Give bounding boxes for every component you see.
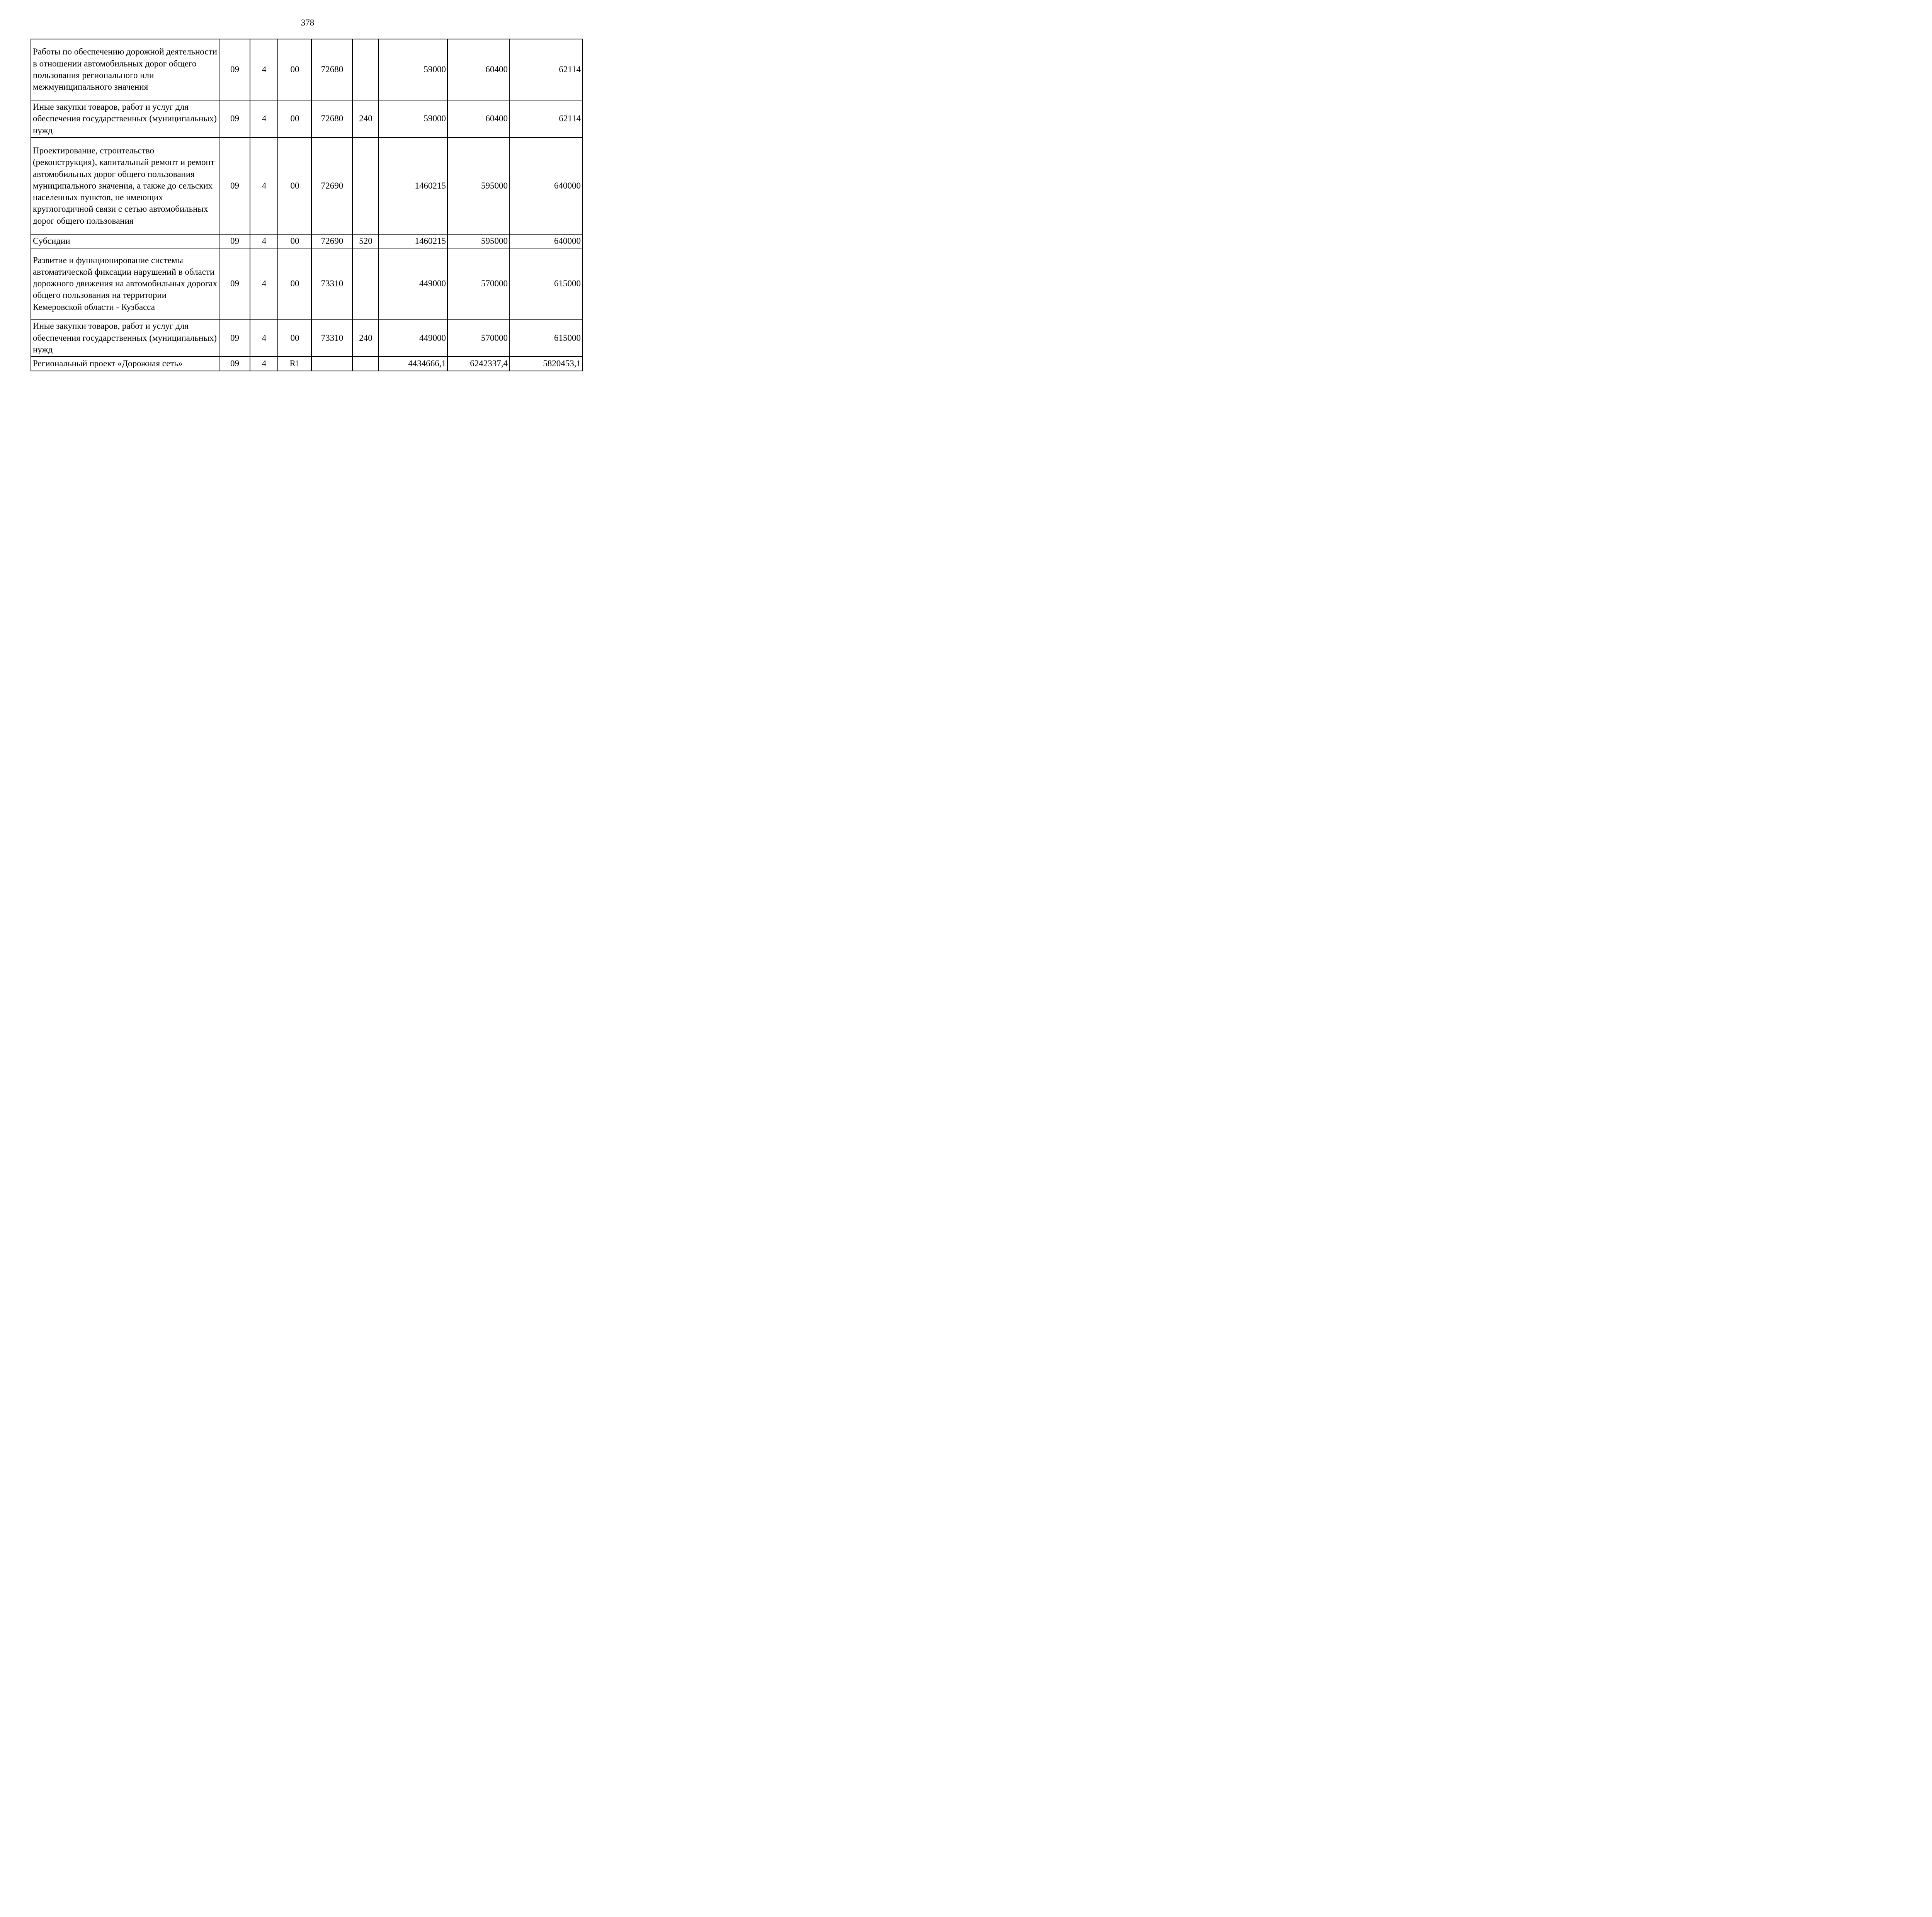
amount-year-2: 60400 bbox=[447, 100, 509, 138]
row-name: Иные закупки товаров, работ и услуг для обеспечения государственных (муниципальных) нужд bbox=[31, 100, 219, 138]
row-name: Развитие и функционирование системы автоматической фиксации нарушений в области дорожного движения на автомобильных дорогах общего пользования на территории Кемеровской области - Кузбасса bbox=[31, 248, 219, 319]
table-row bbox=[31, 138, 582, 234]
direction-code: 72680 bbox=[311, 39, 352, 100]
amount-year-3: 5820453,1 bbox=[509, 357, 582, 371]
table-row bbox=[31, 39, 582, 100]
amount-year-2: 595000 bbox=[447, 234, 509, 248]
amount-year-2: 570000 bbox=[447, 248, 509, 319]
expense-type-code: 240 bbox=[352, 319, 379, 357]
expense-type-code: 520 bbox=[352, 234, 379, 248]
section-code: 09 bbox=[219, 234, 250, 248]
row-name: Проектирование, строительство (реконструкция), капитальный ремонт и ремонт автомобильных дорог общего пользования муниципального значения, а также до сельских населенных пунктов, не имеющих круглогодичной связи с сетью автомобильных дорог общего пользования bbox=[31, 138, 219, 234]
amount-year-2: 6242337,4 bbox=[447, 357, 509, 371]
program-code: 4 bbox=[250, 100, 278, 138]
amount-year-1: 1460215 bbox=[379, 234, 447, 248]
subprogram-code: 00 bbox=[278, 319, 311, 357]
expense-type-code: 240 bbox=[352, 100, 379, 138]
table-row bbox=[31, 100, 582, 138]
direction-code: 72690 bbox=[311, 138, 352, 234]
page-number: 378 bbox=[301, 18, 315, 27]
amount-year-1: 1460215 bbox=[379, 138, 447, 234]
direction-code: 73310 bbox=[311, 248, 352, 319]
row-name: Иные закупки товаров, работ и услуг для обеспечения государственных (муниципальных) нужд bbox=[31, 319, 219, 357]
amount-year-3: 615000 bbox=[509, 248, 582, 319]
amount-year-1: 59000 bbox=[379, 100, 447, 138]
amount-year-2: 60400 bbox=[447, 39, 509, 100]
amount-year-2: 570000 bbox=[447, 319, 509, 357]
amount-year-3: 615000 bbox=[509, 319, 582, 357]
section-code: 09 bbox=[219, 138, 250, 234]
subprogram-code: 00 bbox=[278, 100, 311, 138]
table-row bbox=[31, 248, 582, 319]
section-code: 09 bbox=[219, 248, 250, 319]
program-code: 4 bbox=[250, 234, 278, 248]
amount-year-2: 595000 bbox=[447, 138, 509, 234]
expense-type-code bbox=[352, 357, 379, 371]
subprogram-code: 00 bbox=[278, 248, 311, 319]
amount-year-3: 640000 bbox=[509, 234, 582, 248]
table-row bbox=[31, 319, 582, 357]
section-code: 09 bbox=[219, 100, 250, 138]
table-row bbox=[31, 357, 582, 371]
row-name: Субсидии bbox=[31, 234, 219, 248]
subprogram-code: 00 bbox=[278, 138, 311, 234]
amount-year-3: 640000 bbox=[509, 138, 582, 234]
row-name: Работы по обеспечению дорожной деятельности в отношении автомобильных дорог общего пользования регионального или межмуниципального значения bbox=[31, 39, 219, 100]
budget-table bbox=[31, 39, 583, 371]
expense-type-code bbox=[352, 138, 379, 234]
subprogram-code: 00 bbox=[278, 234, 311, 248]
expense-type-code bbox=[352, 248, 379, 319]
program-code: 4 bbox=[250, 357, 278, 371]
program-code: 4 bbox=[250, 319, 278, 357]
table-row bbox=[31, 234, 582, 248]
row-name: Региональный проект «Дорожная сеть» bbox=[31, 357, 219, 371]
section-code: 09 bbox=[219, 39, 250, 100]
section-code: 09 bbox=[219, 357, 250, 371]
direction-code: 72680 bbox=[311, 100, 352, 138]
amount-year-1: 59000 bbox=[379, 39, 447, 100]
direction-code: 72690 bbox=[311, 234, 352, 248]
amount-year-3: 62114 bbox=[509, 100, 582, 138]
section-code: 09 bbox=[219, 319, 250, 357]
expense-type-code bbox=[352, 39, 379, 100]
program-code: 4 bbox=[250, 248, 278, 319]
direction-code bbox=[311, 357, 352, 371]
program-code: 4 bbox=[250, 138, 278, 234]
amount-year-3: 62114 bbox=[509, 39, 582, 100]
amount-year-1: 4434666,1 bbox=[379, 357, 447, 371]
direction-code: 73310 bbox=[311, 319, 352, 357]
program-code: 4 bbox=[250, 39, 278, 100]
subprogram-code: 00 bbox=[278, 39, 311, 100]
amount-year-1: 449000 bbox=[379, 319, 447, 357]
subprogram-code: R1 bbox=[278, 357, 311, 371]
amount-year-1: 449000 bbox=[379, 248, 447, 319]
